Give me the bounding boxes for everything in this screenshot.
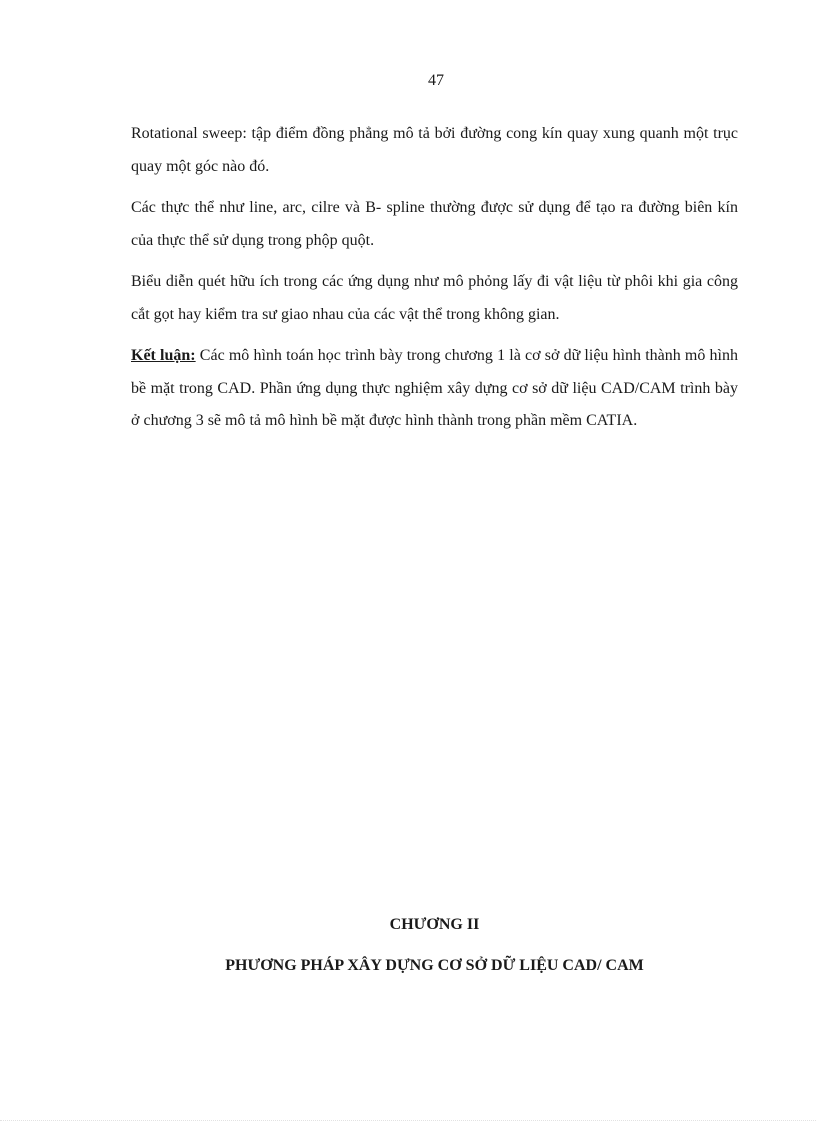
chapter-label: CHƯƠNG II: [389, 916, 480, 933]
page-bottom-divider: [0, 1120, 816, 1121]
paragraph-text: Rotational sweep: tập điểm đồng phẳng mô tả bởi đường cong kín quay xung quanh một trục quay một góc nào đó.: [131, 125, 738, 175]
paragraph-sweep-applications: [131, 266, 738, 331]
paragraph-entities: [131, 192, 738, 257]
paragraph-text: Các mô hình toán học trình bày trong chương 1 là cơ sở dữ liệu hình thành mô hình bề mặt trong CAD. Phần ứng dụng thực nghiệm xây dựng cơ sở dữ liệu CAD/CAM trình bày ở chương 3 sẽ mô tả mô hình bề mặt được hình thành trong phần mềm CATIA.: [131, 347, 738, 429]
paragraph-text: Các thực thể như line, arc, cilre và B- spline thường được sử dụng để tạo ra đường biên kín của thực thể sử dụng trong phộp quột.: [131, 199, 738, 249]
paragraph-text: Biểu diễn quét hữu ích trong các ứng dụng như mô phỏng lấy đi vật liệu từ phôi khi gia công cắt gọt hay kiểm tra sư giao nhau của các vật thể trong không gian.: [131, 273, 738, 323]
chapter-title: PHƯƠNG PHÁP XÂY DỰNG CƠ SỞ DỮ LIỆU CAD/ CAM: [225, 957, 644, 974]
paragraph-conclusion: [131, 340, 738, 438]
page-number: 47: [428, 72, 444, 89]
conclusion-label: Kết luận:: [131, 347, 196, 364]
paragraph-rotational-sweep: [131, 118, 738, 183]
body-text: [131, 118, 738, 447]
